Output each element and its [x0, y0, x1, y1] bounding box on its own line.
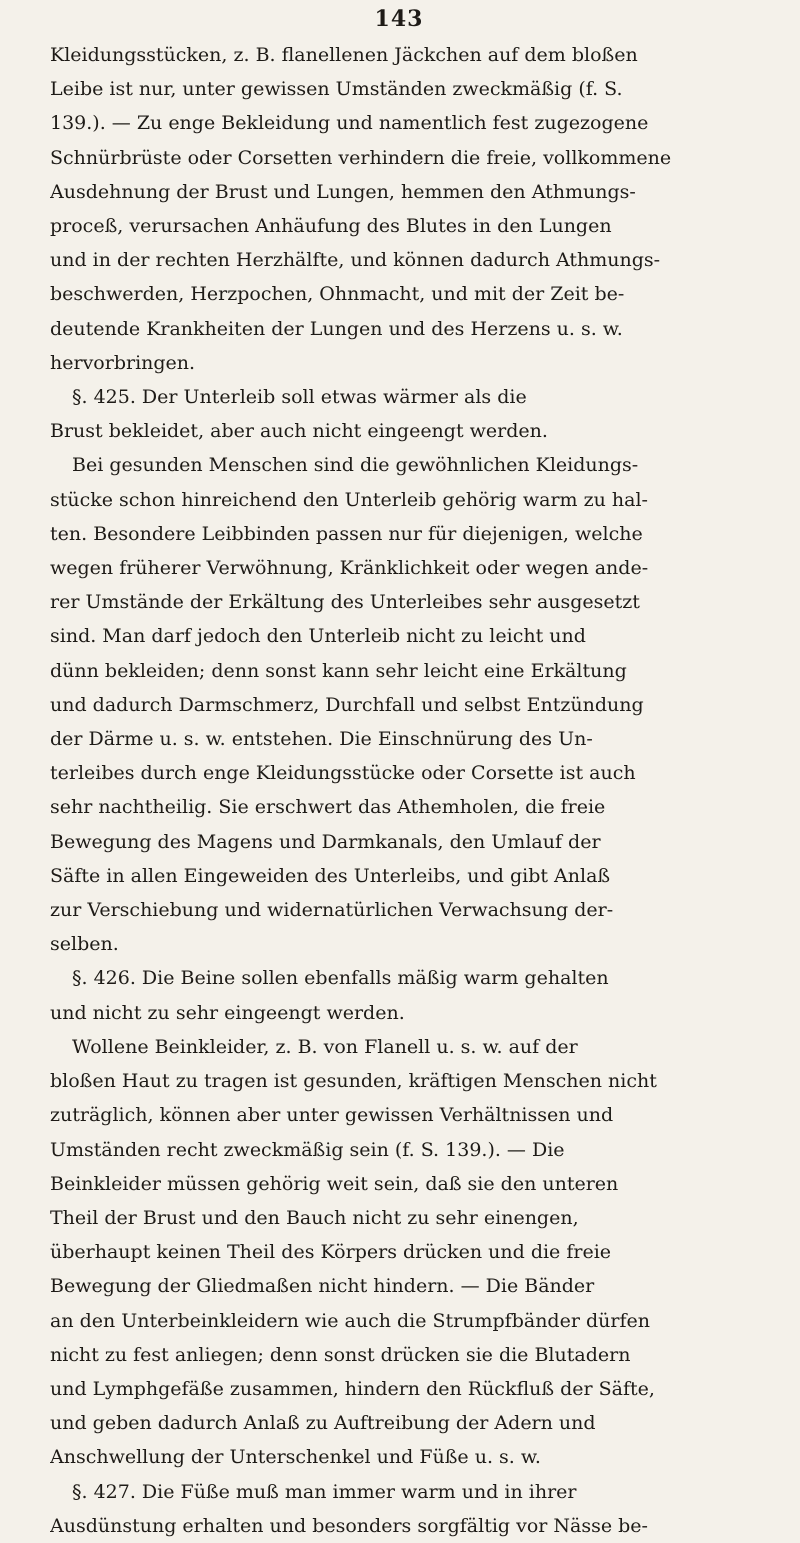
text-line: Bewegung der Gliedmaßen nicht hindern. — Die Bänder: [50, 1275, 595, 1298]
text-line: zur Verschiebung und widernatürlichen Verwachsung der-: [50, 899, 614, 922]
text-line: bloßen Haut zu tragen ist gesunden, kräftigen Menschen nicht: [50, 1070, 657, 1093]
text-line: nicht zu fest anliegen; denn sonst drücken sie die Blutadern: [50, 1343, 631, 1366]
text-line: proceß, verursachen Anhäufung des Blutes in den Lungen: [50, 215, 612, 238]
text-line: hervorbringen.: [50, 351, 196, 374]
text-line: stücke schon hinreichend den Unterleib gehörig warm zu hal-: [50, 488, 648, 511]
text-line: ten. Besondere Leibbinden passen nur für diejenigen, welche: [50, 522, 643, 545]
text-line: Umständen recht zweckmäßig sein (f. S. 139.). — Die: [50, 1138, 565, 1161]
section-heading-427: §. 427. Die Füße muß man immer warm und in ihrer: [72, 1480, 577, 1503]
text-line: Ausdehnung der Brust und Lungen, hemmen den Athmungs-: [50, 180, 636, 203]
text-line: Beinkleider müssen gehörig weit sein, daß sie den unteren: [50, 1172, 619, 1195]
text-line: 139.). — Zu enge Bekleidung und namentlich fest zugezogene: [50, 112, 649, 135]
text-line: an den Unterbeinkleidern wie auch die Strumpfbänder dürfen: [50, 1309, 650, 1332]
text-line: Anschwellung der Unterschenkel und Füße u. s. w.: [50, 1446, 541, 1469]
text-line: beschwerden, Herzpochen, Ohnmacht, und mit der Zeit be-: [50, 283, 625, 306]
text-line: Kleidungsstücken, z. B. flanellenen Jäckchen auf dem bloßen: [50, 44, 638, 66]
text-line: Schnürbrüste oder Corsetten verhindern die freie, vollkommene: [50, 146, 672, 169]
text-line: und dadurch Darmschmerz, Durchfall und selbst Entzündung: [50, 693, 644, 716]
text-line: und geben dadurch Anlaß zu Auftreibung der Adern und: [50, 1412, 596, 1435]
text-line: Leibe ist nur, unter gewissen Umständen zweckmäßig (f. S.: [50, 78, 623, 101]
section-heading-426: §. 426. Die Beine sollen ebenfalls mäßig warm gehalten: [72, 967, 609, 990]
text-line: Theil der Brust und den Bauch nicht zu sehr einengen,: [50, 1206, 579, 1229]
text-line: sehr nachtheilig. Sie erschwert das Athemholen, die freie: [50, 796, 606, 819]
text-line: deutende Krankheiten der Lungen und des Herzens u. s. w.: [50, 317, 623, 340]
text-line: Säfte in allen Eingeweiden des Unterleibs, und gibt Anlaß: [50, 864, 611, 887]
text-line: rer Umstände der Erkältung des Unterleibes sehr ausgesetzt: [50, 591, 640, 614]
body-text: [50, 38, 748, 1543]
text-line: Ausdünstung erhalten und besonders sorgfältig vor Nässe be-: [50, 1514, 648, 1537]
text-line: überhaupt keinen Theil des Körpers drücken und die freie: [50, 1241, 612, 1264]
text-line: Brust bekleidet, aber auch nicht eingeengt werden.: [50, 420, 548, 443]
text-line: Bewegung des Magens und Darmkanals, den Umlauf der: [50, 830, 601, 853]
text-line: dünn bekleiden; denn sonst kann sehr leicht eine Erkältung: [50, 659, 627, 682]
paragraph-start: Bei gesunden Menschen sind die gewöhnlichen Kleidungs-: [72, 454, 639, 477]
text-line: der Därme u. s. w. entstehen. Die Einschnürung des Un-: [50, 728, 593, 751]
text-line: selben.: [50, 933, 119, 956]
text-line: wegen früherer Verwöhnung, Kränklichkeit oder wegen ande-: [50, 557, 649, 580]
page-number: 143: [374, 6, 424, 32]
text-line: und Lymphgefäße zusammen, hindern den Rückfluß der Säfte,: [50, 1377, 655, 1400]
text-line: und nicht zu sehr eingeengt werden.: [50, 1001, 405, 1024]
text-line: terleibes durch enge Kleidungsstücke oder Corsette ist auch: [50, 762, 636, 785]
text-line: zuträglich, können aber unter gewissen Verhältnissen und: [50, 1104, 614, 1127]
section-heading-425: §. 425. Der Unterleib soll etwas wärmer als die: [72, 386, 527, 409]
text-line: und in der rechten Herzhälfte, und können dadurch Athmungs-: [50, 249, 661, 272]
paragraph-start: Wollene Beinkleider, z. B. von Flanell u. s. w. auf der: [72, 1035, 578, 1058]
text-line: sind. Man darf jedoch den Unterleib nicht zu leicht und: [50, 625, 586, 648]
